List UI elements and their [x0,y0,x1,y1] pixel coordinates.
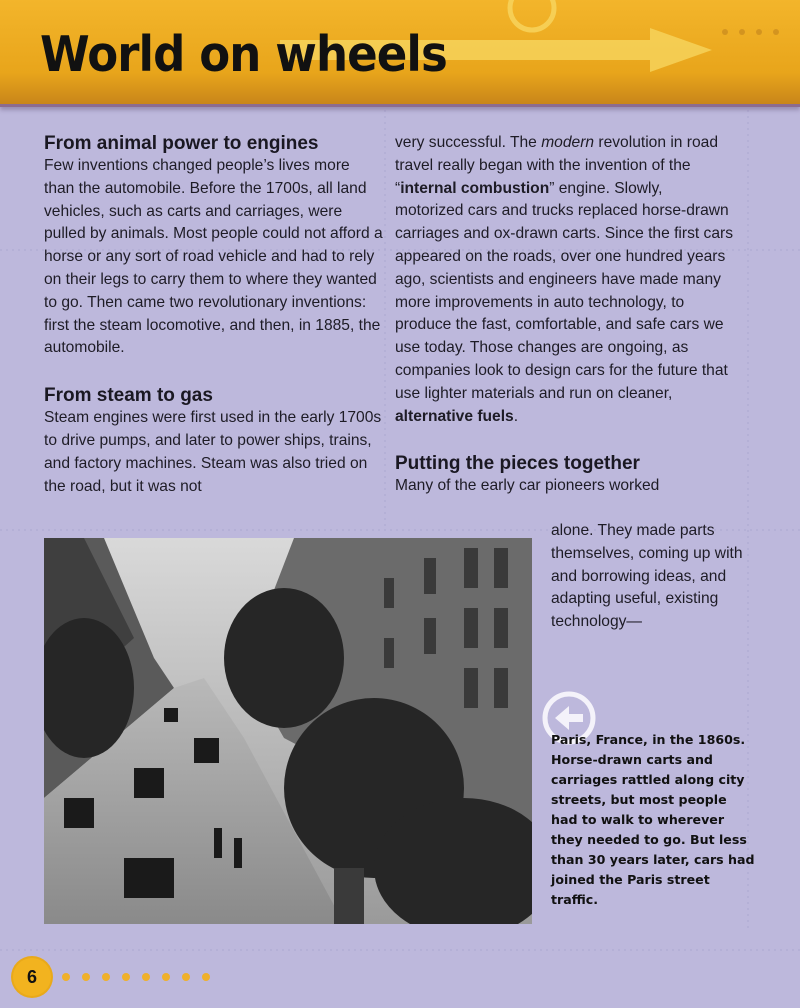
section-heading: Putting the pieces together [395,453,640,475]
left-column [44,132,384,498]
page-dots-decoration [60,970,220,984]
glossary-term: internal combustion [400,179,550,197]
page-title: World on wheels [40,26,447,83]
glossary-term: alternative fuels [395,407,514,425]
photo-caption: Paris, France, in the 1860s. Horse-drawn carts and carriages rattled along city streets, but most people had to walk to wherever they needed to go. But less than 30 years later, cars had joined the Paris street traffic. [551,732,755,907]
body-paragraph: Few inventions changed people’s lives more than the automobile. Before the 1700s, all land vehicles, such as carts and carriages, were pulled by animals. Most people could not afford a horse or any sort of road vehicle and had to rely on their legs to carry them to where they wanted to go. Then came two revolutionary inventions: first the steam locomotive, and then, in 1885, the automobile. [44,157,383,357]
right-column [395,132,735,498]
page-number: 6 [13,958,51,996]
title-banner [0,0,800,107]
body-paragraph: very successful. The modern revolution in road travel really began with the invention of the “internal combustion” engine. Slowly, motorized cars and trucks replaced horse-drawn carriages and ox-drawn carts. Since the first cars appeared on the roads, over one hundred years ago, scientists and engineers have made many more improvements in auto technology, to produce the fast, comfortable, and safe cars we use today. Those changes are ongoing, as companies look to design cars for the future that use lighter materials and run on cleaner, alternative fuels. [395,134,733,425]
section-heading: From steam to gas [44,385,213,407]
wrapped-paragraph: alone. They made parts themselves, coming up with and borrowing ideas, and adapting useful, existing technology— [551,522,743,631]
section-heading: From animal power to engines [44,133,319,154]
body-paragraph: Steam engines were first used in the early 1700s to drive pumps, and later to power ships, trains, and factory machines. Steam was also tried on the road, but it was not [44,409,382,495]
historic-paris-street-photo [44,538,532,924]
body-paragraph: Many of the early car pioneers worked [395,477,660,495]
